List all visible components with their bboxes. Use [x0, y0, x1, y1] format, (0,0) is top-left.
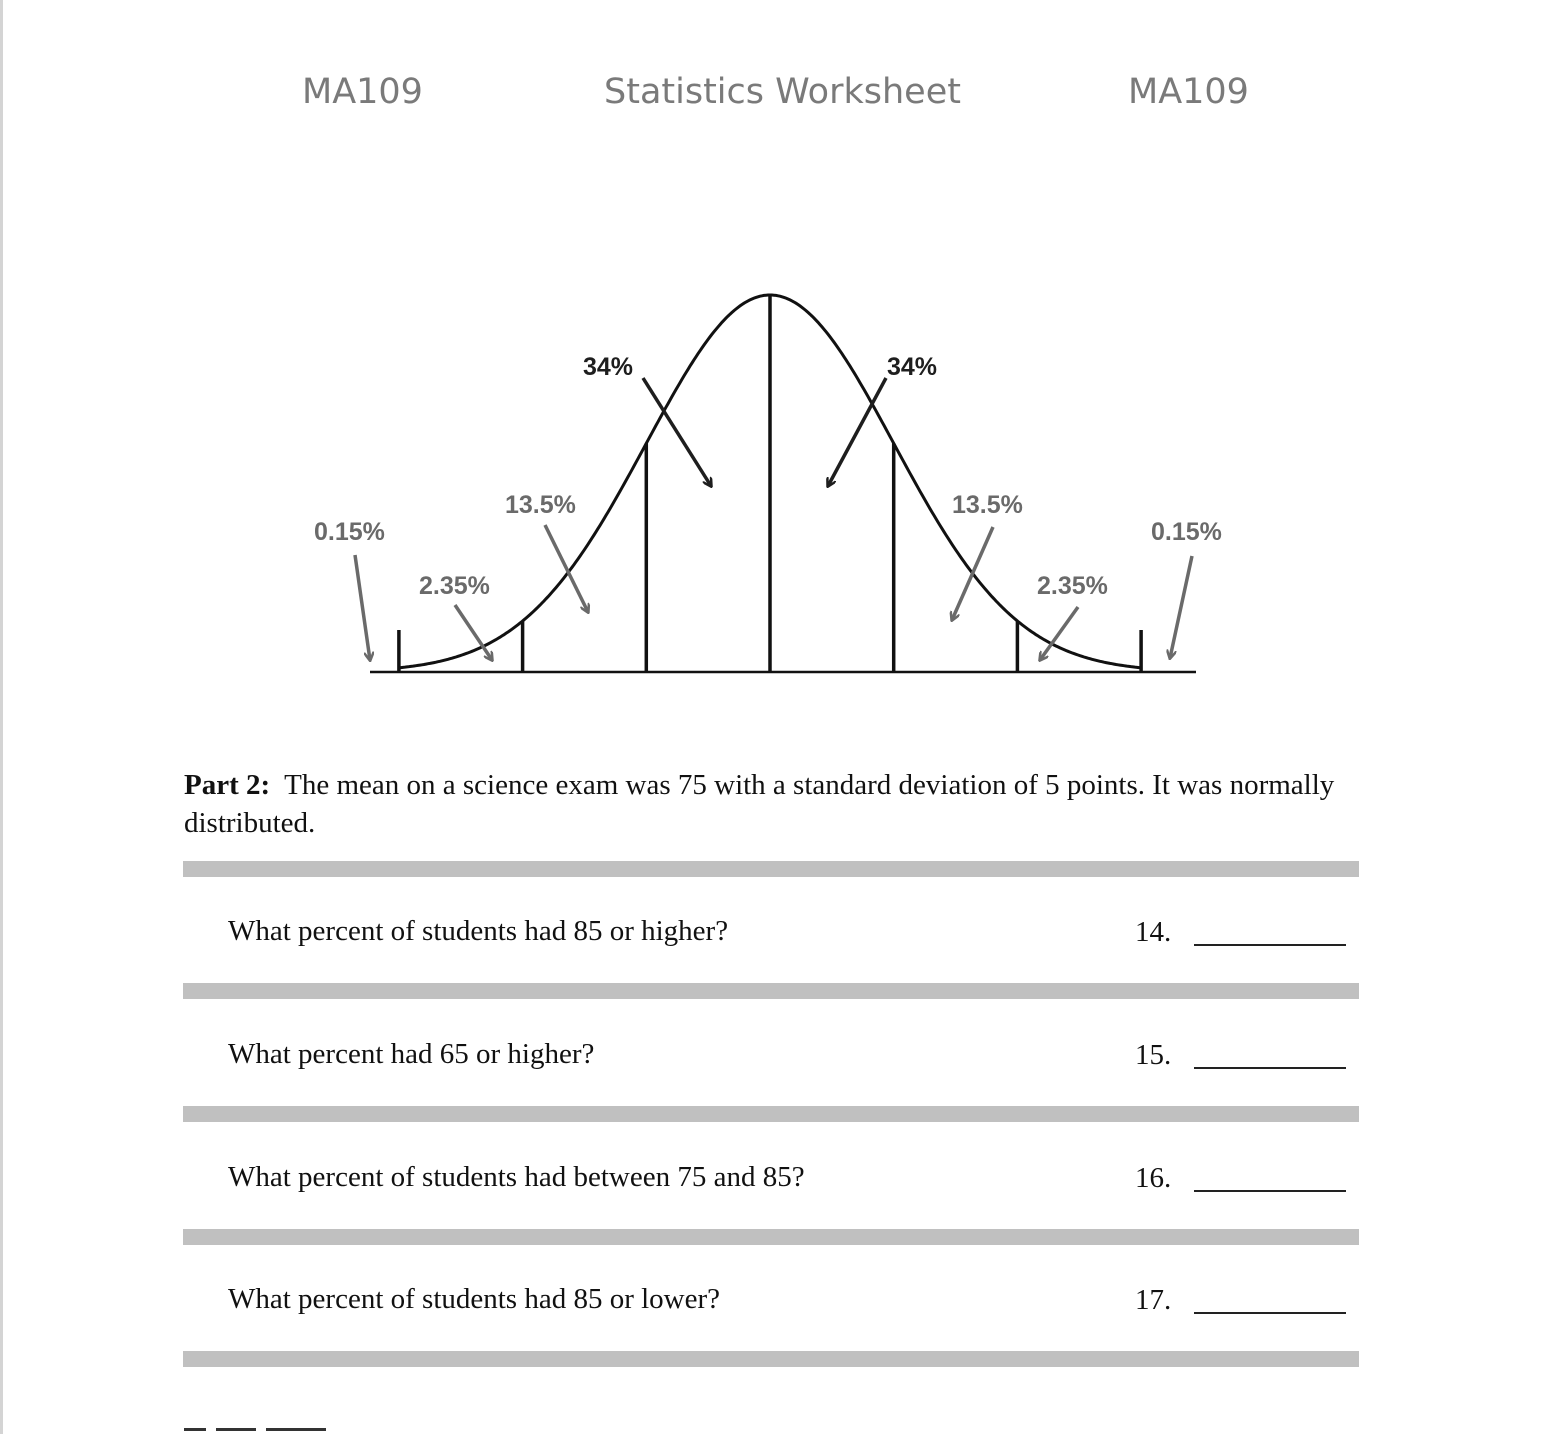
- answer-blank-17[interactable]: [1194, 1312, 1346, 1314]
- header-title: Statistics Worksheet: [604, 72, 961, 112]
- header-course-right: MA109: [1128, 72, 1249, 112]
- label-right-34: 34%: [887, 353, 938, 381]
- label-left-235: 2.35%: [419, 572, 490, 600]
- question-17-number: 17.: [1135, 1284, 1172, 1316]
- label-right-135: 13.5%: [952, 491, 1023, 519]
- question-17: What percent of students had 85 or lower?: [228, 1283, 721, 1315]
- arrow-left-tail: [355, 555, 370, 660]
- divider-bar: [183, 1229, 1359, 1245]
- answer-blank-14[interactable]: [1194, 944, 1346, 946]
- divider-bar: [183, 861, 1359, 877]
- question-14: What percent of students had 85 or higher?: [228, 915, 729, 947]
- divider-bar: [183, 1106, 1359, 1122]
- question-15: What percent had 65 or higher?: [228, 1038, 595, 1070]
- label-left-tail: 0.15%: [314, 518, 385, 546]
- part2-intro: [184, 766, 1384, 842]
- arrow-left-135: [545, 525, 588, 612]
- normal-curve-chart: [0, 0, 1545, 720]
- answer-blank-16[interactable]: [1194, 1190, 1346, 1192]
- question-16-number: 16.: [1135, 1162, 1172, 1194]
- divider-bar: [183, 1351, 1359, 1367]
- question-14-number: 14.: [1135, 916, 1172, 948]
- part2-label: Part 2:: [184, 769, 271, 801]
- arrow-right-tail: [1170, 556, 1192, 658]
- answer-blank-15[interactable]: [1194, 1067, 1346, 1069]
- question-16: What percent of students had between 75 and 85?: [228, 1161, 805, 1193]
- question-15-number: 15.: [1135, 1039, 1172, 1071]
- divider-bar: [183, 983, 1359, 999]
- arrow-right-135: [952, 527, 993, 620]
- header-course-left: MA109: [302, 72, 423, 112]
- label-right-tail: 0.15%: [1151, 518, 1222, 546]
- label-right-235: 2.35%: [1037, 572, 1108, 600]
- arrow-right-34: [828, 378, 886, 486]
- label-left-135: 13.5%: [505, 491, 576, 519]
- part2-text: The mean on a science exam was 75 with a standard deviation of 5 points. It was normally distributed.: [184, 769, 1335, 839]
- label-left-34: 34%: [583, 353, 634, 381]
- cropped-next-heading: [184, 1428, 364, 1434]
